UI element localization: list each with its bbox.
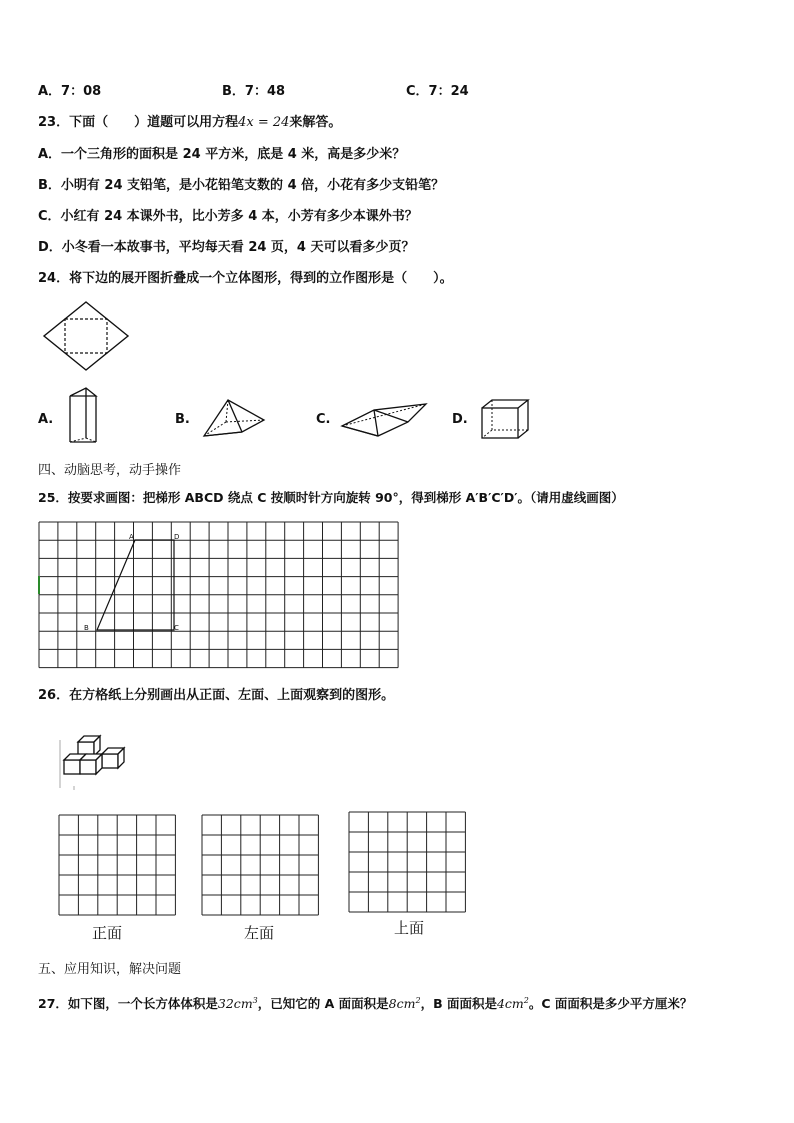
triangular-prism-tall-figure	[66, 386, 100, 446]
q23-option-c: C．小红有 24 本课外书，比小芳多 4 本，小芳有多少本课外书？	[38, 209, 418, 224]
section-4-title: 四、动脑思考，动手操作	[38, 463, 182, 478]
q23-stem-post: 来解答。	[289, 115, 342, 130]
front-view-label: 正面	[92, 924, 123, 942]
q27-stem-mid2: ，B 面面积是	[420, 996, 497, 1012]
q27-area-a: 8cm	[388, 996, 416, 1012]
q27-area-b: 4cm	[496, 996, 524, 1012]
q27-stem	[38, 993, 692, 1012]
cube-figure	[478, 396, 530, 440]
q24-stem: 24．将下边的展开图折叠成一个立体图形，得到的立作图形是（ ）。	[38, 271, 453, 286]
trapezoid-point-a: A	[129, 533, 134, 541]
q23-equation: 4x = 24	[238, 115, 290, 130]
q24-option-d-label: D.	[452, 412, 468, 427]
trapezoid-point-d: D	[174, 533, 180, 541]
q27-area-b-exp: 2	[523, 996, 529, 1005]
q27-stem-pre: 27．如下图，一个长方体体积是	[38, 996, 218, 1012]
q27-stem-post: 。C 面面积是多少平方厘米？	[528, 996, 693, 1012]
q27-stem-mid1: ，已知它的 A 面面积是	[257, 996, 389, 1012]
q24-option-c-label: C.	[316, 412, 331, 427]
q27-volume-exp: 3	[252, 996, 258, 1005]
top-view-label: 上面	[394, 919, 425, 937]
left-view-label: 左面	[244, 924, 275, 942]
top-view-grid	[349, 812, 466, 913]
trapezoid-point-b: B	[84, 624, 89, 632]
q26-stem: 26．在方格纸上分别画出从正面、左面、上面观察到的图形。	[38, 688, 395, 703]
q22-option-b: B．7：48	[222, 84, 286, 99]
q27-area-a-exp: 2	[415, 996, 421, 1005]
q24-option-a-label: A.	[38, 412, 54, 427]
q27-volume: 32cm	[217, 996, 253, 1012]
pyramid-net-figure	[40, 300, 132, 372]
q23-stem	[38, 115, 341, 131]
q23-option-a: A．一个三角形的面积是 24 平方米，底是 4 米，高是多少米？	[38, 147, 406, 162]
section-5-title: 五、应用知识，解决问题	[38, 962, 182, 977]
q23-option-d: D．小冬看一本故事书，平均每天看 24 页，4 天可以看多少页？	[38, 240, 415, 255]
square-pyramid-figure	[198, 398, 268, 440]
q23-stem-pre: 23．下面（ ）道题可以用方程	[38, 115, 239, 130]
cube-stack-figure	[58, 730, 128, 792]
triangular-prism-flat-figure	[338, 400, 430, 440]
front-view-grid	[59, 815, 176, 916]
q24-option-b-label: B.	[175, 412, 190, 427]
q25-grid-paper	[39, 522, 399, 669]
q23-option-b: B．小明有 24 支铅笔，是小花铅笔支数的 4 倍，小花有多少支铅笔？	[38, 178, 445, 193]
q22-option-a: A．7：08	[38, 84, 102, 99]
q22-option-c: C．7：24	[406, 84, 469, 99]
left-view-grid	[202, 815, 319, 916]
trapezoid-point-c: C	[174, 624, 179, 632]
q25-stem: 25．按要求画图：把梯形 ABCD 绕点 C 按顺时针方向旋转 90°，得到梯形 A′B′C′D′。（请用虚线画图）	[38, 490, 624, 505]
